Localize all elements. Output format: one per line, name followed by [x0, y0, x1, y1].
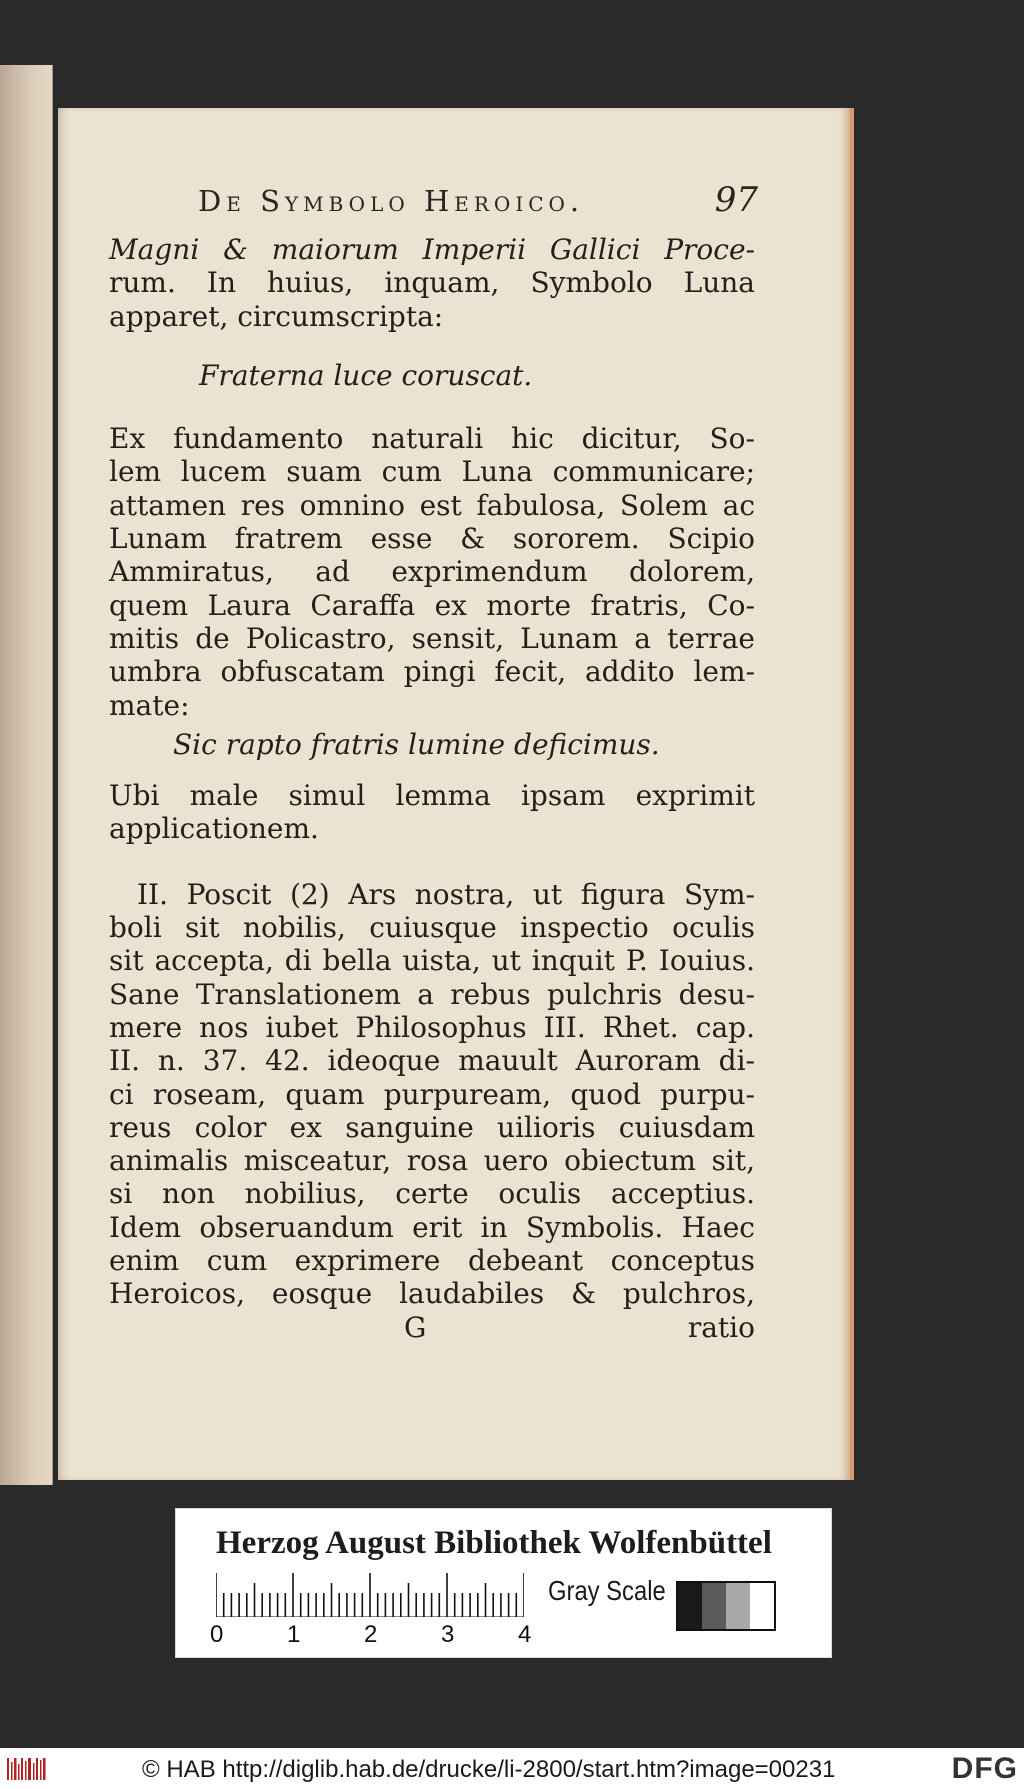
ruler-number: 4: [518, 1621, 532, 1648]
ruler-number: 0: [210, 1621, 224, 1648]
ruler-scale: [216, 1573, 524, 1617]
running-head: De Symbolo Heroico.: [198, 184, 585, 218]
color-calibration-card: [175, 1508, 832, 1658]
grayscale-label: Gray Scale: [548, 1575, 666, 1606]
text-line: Ex fundamento naturali hic dicitur, So-: [109, 422, 755, 456]
text-line: quem Laura Caraffa ex morte fratris, Co-: [109, 588, 755, 622]
text-line: animalis misceatur, rosa uero obiectum sit,: [109, 1144, 755, 1178]
text-line: umbra obfuscatam pingi fecit, addito lem-: [109, 655, 755, 689]
text-line: Sane Translationem a rebus pulchris desu-: [109, 977, 755, 1011]
ruler-number: 3: [441, 1621, 455, 1648]
ruler-numbers: [210, 1621, 530, 1649]
text-line: Ammiratus, ad exprimendum dolorem,: [109, 555, 755, 589]
text-line: apparet, circumscripta:: [109, 299, 444, 333]
copyright-link[interactable]: © HAB http://diglib.hab.de/drucke/li-2800/start.htm?image=00231: [142, 1756, 836, 1783]
text-line: sit accepta, di bella uista, ut inquit P. Iouius.: [109, 944, 755, 978]
motto-line: Fraterna luce coruscat.: [199, 358, 533, 392]
page-text: [109, 233, 755, 1344]
text-line: Lunam fratrem esse & sororem. Scipio: [109, 522, 755, 556]
text-line: Heroicos, eosque laudabiles & pulchros,: [109, 1277, 755, 1311]
motto-line: Sic rapto fratris lumine deficimus.: [173, 727, 660, 761]
gray-swatch: [750, 1583, 774, 1629]
text-line: mere nos iubet Philosophus III. Rhet. cap.: [109, 1010, 755, 1044]
page-header: [198, 180, 758, 224]
text-line: II. n. 37. 42. ideoque mauult Auroram di-: [109, 1044, 755, 1078]
page-number: 97: [714, 180, 758, 220]
grayscale-swatches: [676, 1581, 776, 1631]
catchword: ratio: [687, 1310, 755, 1344]
barcode-icon: [6, 1756, 48, 1782]
signature-mark: G: [404, 1310, 427, 1344]
text-line: attamen res omnino est fabulosa, Solem ac: [109, 488, 755, 522]
dfg-logo: DFG: [951, 1752, 1018, 1785]
text-line: Magni & maiorum Imperii Gallici Proce-: [109, 233, 755, 266]
gray-swatch: [678, 1583, 702, 1629]
text-line: rum. In huius, inquam, Symbolo Luna: [109, 266, 755, 300]
ruler-number: 1: [287, 1621, 301, 1648]
text-line: II. Poscit (2) Ars nostra, ut figura Sym-: [137, 877, 755, 911]
gray-swatch: [702, 1583, 726, 1629]
page-footer: [109, 1311, 755, 1344]
text-line: boli sit nobilis, cuiusque inspectio oculis: [109, 911, 755, 945]
book-page: [58, 108, 854, 1480]
viewer-footer: [0, 1748, 1024, 1789]
text-line: enim cum exprimere debeant conceptus: [109, 1244, 755, 1278]
facing-page-edge: [0, 65, 53, 1485]
text-line: applicationem.: [109, 812, 319, 846]
text-line: reus color ex sanguine uilioris cuiusdam: [109, 1110, 755, 1144]
text-line: mate:: [109, 688, 190, 722]
gray-swatch: [726, 1583, 750, 1629]
text-line: lem lucem suam cum Luna communicare;: [109, 455, 755, 489]
text-line: Idem obseruandum erit in Symbolis. Haec: [109, 1210, 755, 1244]
ruler-number: 2: [364, 1621, 378, 1648]
text-line: ci roseam, quam purpuream, quod purpu-: [109, 1077, 755, 1111]
text-line: mitis de Policastro, sensit, Lunam a terrae: [109, 621, 755, 655]
text-line: si non nobilius, certe oculis acceptius.: [109, 1177, 755, 1211]
library-name: Herzog August Bibliothek Wolfenbüttel: [216, 1525, 772, 1561]
text-line: Ubi male simul lemma ipsam exprimit: [109, 779, 755, 813]
